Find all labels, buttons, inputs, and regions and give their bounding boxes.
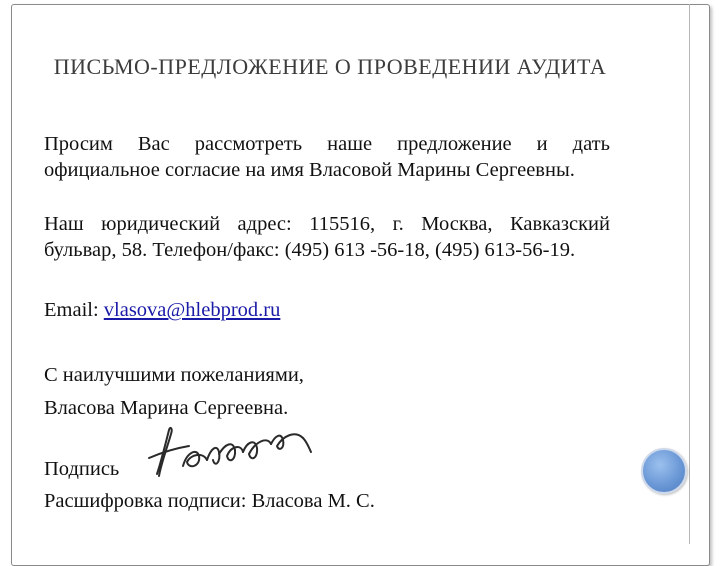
address-paragraph: Наш юридический адрес: 115516, г. Москва, Кавказский бульвар, 58. Телефон/факс: (495) 613 -56-18, (495) 613-56-19. bbox=[44, 213, 610, 261]
slide-right-rule bbox=[689, 4, 690, 544]
handwritten-signature bbox=[143, 422, 318, 484]
sender-name: Власова Марина Сергеевна. bbox=[44, 397, 289, 419]
signature-transcript: Расшифровка подписи: Власова М. С. bbox=[44, 490, 375, 512]
email-line bbox=[44, 297, 610, 323]
slide-title: ПИСЬМО-ПРЕДЛОЖЕНИЕ О ПРОВЕДЕНИИ АУДИТА bbox=[53, 54, 607, 79]
email-link[interactable]: vlasova@hlebprod.ru bbox=[103, 299, 281, 321]
request-paragraph: Просим Вас рассмотреть наше предложение и дать официальное согласие на имя Власовой Марины Сергеевны. bbox=[44, 133, 610, 181]
signature-label: Подпись bbox=[44, 458, 120, 480]
decorative-circle-icon bbox=[641, 448, 687, 494]
email-label: Email: bbox=[44, 299, 104, 321]
closing-line: С наилучшими пожеланиями, bbox=[44, 364, 304, 386]
